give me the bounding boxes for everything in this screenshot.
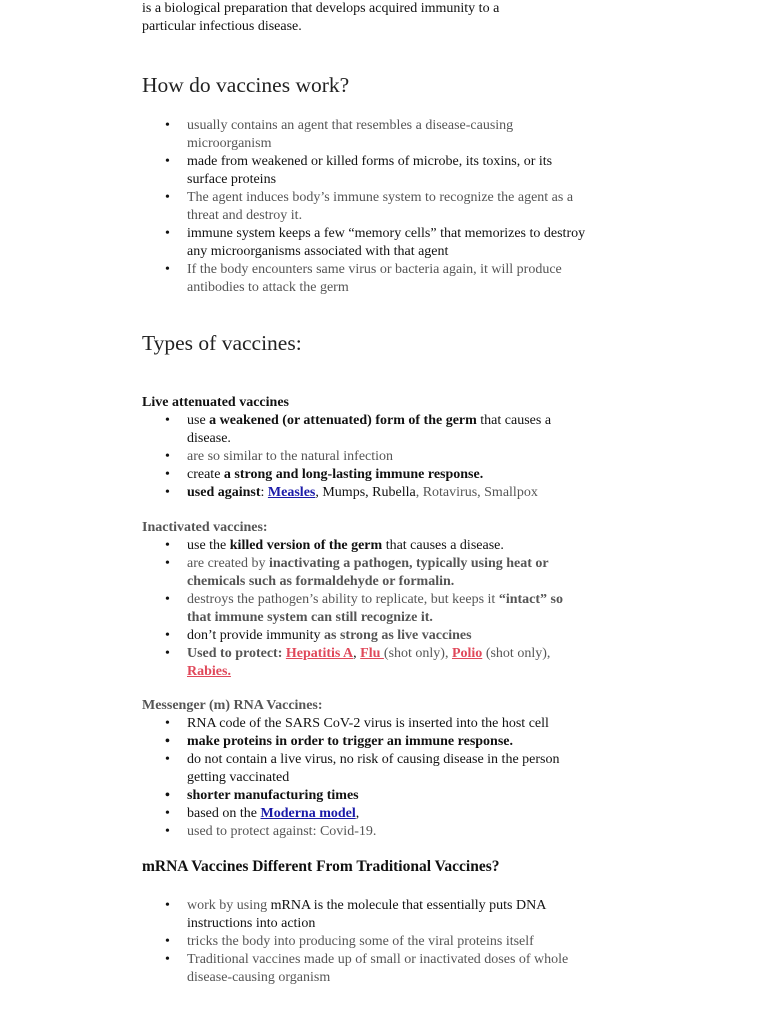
list-item: • Used to protect: Hepatitis A, Flu (shot only), Polio (shot only), Rabies. — [165, 645, 625, 681]
list-item: • used against: Measles, Mumps, Rubella, Rotavirus, Smallpox — [165, 484, 625, 502]
list-item: • immune system keeps a few “memory cells” that memorizes to destroy any microorganisms associated with that agent — [165, 225, 625, 261]
list-item: • do not contain a live virus, no risk of causing disease in the person getting vaccinated — [165, 751, 625, 787]
list-item: • make proteins in order to trigger an immune response. — [165, 733, 625, 751]
intro-paragraph — [142, 0, 499, 36]
inactivated-heading: Inactivated vaccines: — [142, 520, 268, 535]
inactivated-list — [165, 537, 625, 681]
intro-line-1: is a biological preparation that develops acquired immunity to a — [142, 1, 500, 16]
flu-link[interactable]: Flu — [360, 646, 384, 661]
how-vaccines-work-heading: How do vaccines work? — [142, 73, 350, 97]
mrna-heading: Messenger (m) RNA Vaccines: — [142, 698, 323, 713]
mrna-list — [165, 715, 625, 841]
intro-line-2: particular infectious disease. — [142, 19, 302, 34]
hepatitis-a-link[interactable]: Hepatitis A — [285, 646, 354, 661]
list-item: • made from weakened or killed forms of microbe, its toxins, or its surface proteins — [165, 153, 625, 189]
list-item: • create a strong and long-lasting immune response. — [165, 466, 625, 484]
rabies-link[interactable]: Rabies. — [187, 664, 231, 679]
list-item: • shorter manufacturing times — [165, 787, 625, 805]
list-item: • are so similar to the natural infection — [165, 448, 625, 466]
difference-list — [165, 897, 625, 987]
list-item: • used to protect against: Covid-19. — [165, 823, 625, 841]
list-item: • tricks the body into producing some of the viral proteins itself — [165, 933, 625, 951]
list-item: • usually contains an agent that resembles a disease-causing microorganism — [165, 117, 625, 153]
list-item: • destroys the pathogen’s ability to replicate, but keeps it “intact” so that immune system can still recognize it. — [165, 591, 625, 627]
live-attenuated-list — [165, 412, 625, 502]
types-of-vaccines-heading: Types of vaccines: — [142, 331, 302, 355]
how-list — [165, 117, 625, 297]
live-attenuated-heading: Live attenuated vaccines — [142, 395, 289, 410]
list-item: • Traditional vaccines made up of small or inactivated doses of whole disease-causing organism — [165, 951, 625, 987]
measles-link[interactable]: Measles — [267, 485, 316, 500]
list-item: • don’t provide immunity as strong as live vaccines — [165, 627, 625, 645]
list-item: • work by using mRNA is the molecule that essentially puts DNA instructions into action — [165, 897, 625, 933]
polio-link[interactable]: Polio — [451, 646, 483, 661]
moderna-model-link[interactable]: Moderna model — [260, 806, 356, 821]
list-item: • are created by inactivating a pathogen, typically using heat or chemicals such as formaldehyde or formalin. — [165, 555, 625, 591]
list-item: • use the killed version of the germ that causes a disease. — [165, 537, 625, 555]
list-item: • The agent induces body’s immune system to recognize the agent as a threat and destroy it. — [165, 189, 625, 225]
list-item: • RNA code of the SARS CoV-2 virus is inserted into the host cell — [165, 715, 625, 733]
list-item: • based on the Moderna model, — [165, 805, 625, 823]
list-item: • If the body encounters same virus or bacteria again, it will produce antibodies to attack the germ — [165, 261, 625, 297]
mrna-difference-heading: mRNA Vaccines Different From Traditional Vaccines? — [142, 858, 500, 875]
list-item: • use a weakened (or attenuated) form of the germ that causes a disease. — [165, 412, 625, 448]
